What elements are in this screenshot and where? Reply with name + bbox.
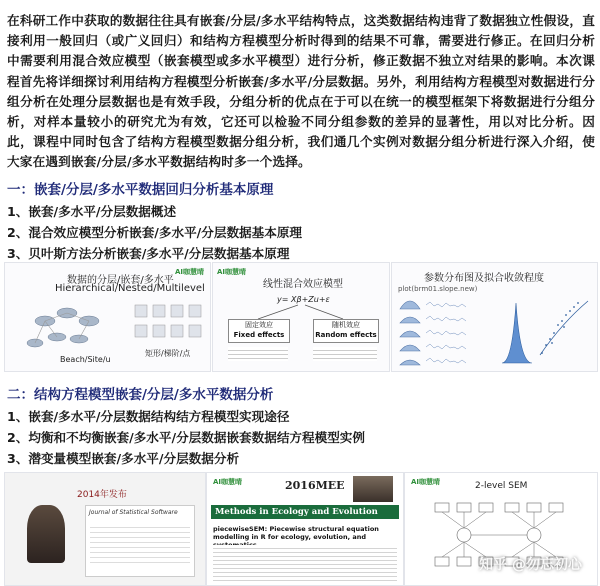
journal-cover: [85, 505, 195, 577]
thumb-title: 2016MEE: [285, 479, 345, 492]
journal-name: Journal of Statistical Software: [89, 509, 178, 516]
section1-heading: 一：嵌套/分层/多水平数据回归分析基本原理: [7, 182, 274, 198]
section2-list: [7, 406, 365, 469]
thumb-caption-left: Beach/Site/u: [60, 355, 111, 364]
thumb-title: 线性混合效应模型: [263, 279, 343, 290]
thumb-subtitle: Hierarchical/Nested/Multilevel: [55, 283, 205, 294]
article-title: piecewiseSEM: Piecewise structural equation modelling in R for ecology, evolution, and: [213, 525, 379, 541]
badge-logo: AI咖慧晴: [213, 478, 243, 486]
list-item: 1、嵌套/多水平/分层数据结构结方程模型实现途径: [7, 409, 290, 424]
fixed-effects-box: [228, 319, 290, 343]
text-lines: [228, 347, 288, 361]
thumb-mixed-model: [212, 262, 390, 372]
random-effects-box: [313, 319, 379, 343]
journal-banner: Methods in Ecology and Evolution: [211, 505, 399, 519]
thumb-caption-right: 矩形/梯阶/点: [145, 349, 191, 358]
list-item: 2、均衡和不均衡嵌套/多水平/分层数据嵌套数据结方程模型实例: [7, 430, 365, 445]
list-item: 3、贝叶斯方法分析嵌套/多水平/分层数据基本原理: [7, 246, 290, 261]
equation: y= Xβ+Zu+ε: [277, 295, 330, 304]
random-cn: 随机效应: [332, 321, 360, 329]
fixed-cn: 固定效应: [245, 321, 273, 329]
thumb-mee-2016: [206, 472, 404, 586]
thumb-hierarchical-data: [4, 262, 211, 372]
fixed-en: Fixed effects: [233, 331, 285, 339]
section2-heading: 二：结构方程模型嵌套/分层/多水平数据分析: [7, 387, 274, 403]
thumb-param-distribution: [391, 262, 598, 372]
thumb-title: 数据的分层/嵌套/多水平: [67, 275, 174, 286]
text-lines: [213, 545, 397, 581]
badge-logo: AI咖慧晴: [217, 268, 247, 276]
thumb-code: plot(brm01.slope.new): [398, 285, 478, 293]
thumb-jss-2014: [4, 472, 206, 586]
thumb-title: 参数分布图及拟合收敛程度: [424, 273, 544, 284]
intro-paragraph: 在科研工作中获取的数据往往具有嵌套/分层/多水平结构特点，这类数据结构违背了数据独立性假设，直接利用一般回归（或广义回归）和结构方程模型分析时得到的结果不可靠，需要进行修正。在回归分析中需要利用混合效应模型（嵌套模型或多水平模型）进行分析，修正数据不独立对结果的影响。本次课程首先将详细探讨利用结构方程模型分析嵌套/多水平/分层数据。另外，利用结构方程模型对数据进行分组分析在处理分层数据也是有效手段，分组分析的优点在于可以在统一的模型框架下将数据进行分组分析，对样本量较小的研究尤为有效，它还可以检验不同分组参数的差异的显著性，用以对比分析。因此，课程中同时包含了结构方程模型数据分组分析，我们通几个实例对数据分组分析进行深入介绍，使大家在遇到嵌套/分层/多水平数据结构时多一个选择。: [7, 13, 595, 170]
list-item: 1、嵌套/多水平/分层数据概述: [7, 204, 177, 219]
watermark: 知乎 @勿忘初心: [479, 557, 582, 573]
list-item: 3、潜变量模型嵌套/多水平/分层数据分析: [7, 451, 240, 466]
thumb-title: 2014年发布: [77, 490, 127, 500]
distribution-plots: [392, 263, 597, 371]
author-photo: [353, 476, 393, 502]
section1-list: [7, 201, 302, 264]
text-lines: [313, 347, 377, 361]
text-lines: [90, 523, 190, 563]
list-item: 2、混合效应模型分析嵌套/多水平/分层数据基本原理: [7, 225, 303, 240]
thumb-title: 2-level SEM: [475, 481, 528, 491]
badge-logo: AI咖慧晴: [175, 268, 205, 276]
random-en: Random effects: [315, 331, 377, 339]
badge-logo: AI咖慧晴: [411, 478, 441, 486]
portrait-photo: [27, 505, 65, 563]
